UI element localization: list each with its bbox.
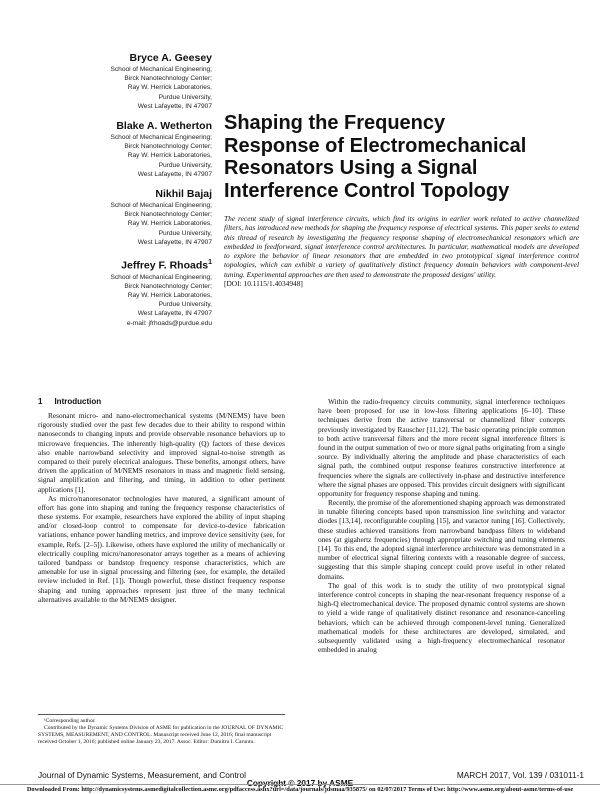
author-affiliation: School of Mechanical Engineering; Birck Nanotechnology Center; Ray W. Herrick Laboratories, Purdue University, West Lafayette, IN 47907 (110, 66, 212, 110)
author-email[interactable]: e-mail: jfrhoads@purdue.edu (126, 319, 212, 327)
abstract (224, 214, 579, 288)
footnote: Contributed by the Dynamic Systems Division of ASME for publication in the JOURNAL OF DYNAMIC SYSTEMS, MEASUREMENT, AND CONTROL. Manuscript received June 12, 2016; final manuscript received October 1, 2016; published online January 23, 2017. Assoc. Editor: Dumitru I. Caruntu. (38, 725, 284, 745)
author-entry (70, 256, 212, 328)
paragraph: Within the radio-frequency circuits community, signal interference techniques have been proposed for use in low-loss filtering applications [6–10]. These techniques derive from the active transversal or channelized filter concepts previously investigated by Rauscher [11,12]. The basic operating principle common to both active transversal filters and the more recent signal interference filters is found in the output summation of two or more signal paths originating from a single source. By individually altering the amplitude and phase characteristics of each signal path, the combined output response features constructive interference at frequencies where the signals are collectively in-phase and destructive interference where the signal phases are opposed. This provides circuit designers with significant opportunity for frequency response shaping and tuning. (318, 397, 565, 498)
corresponding-author-marker: 1 (208, 259, 212, 267)
journal-name: Journal of Dynamic Systems, Measurement, and Control (38, 770, 246, 780)
paragraph: Resonant micro- and nano-electromechanical systems (M/NEMS) have been rigorously studied over the past few decades due to their ability to respond within nanoseconds to changing inputs and provide observable resonance behaviors up to microwave frequencies. The inherently high-quality (Q) factors of these devices also enable narrowband selectivity and improved signal-to-noise strength as compared to their purely electrical analogues. These benefits, amongst others, have driven the application of M/NEMS resonators in mass and magnetic field sensing, signal amplification and filtering, and timing, in addition to other pertinent applications [1]. (38, 411, 285, 494)
author-name: Nikhil Bajaj (155, 188, 212, 201)
footnote: ¹Corresponding author. (44, 718, 96, 724)
download-notice[interactable]: Downloaded From: http://dynamicsystems.asmedigitalcollection.asme.org/pdfaccess.ashx?url=/data/journals/jdsmaa/935875/ on 02/07/2017 Terms of Use: http://www.asme.org/about-asme/terms-of-use (26, 786, 574, 793)
footnotes (38, 714, 285, 746)
author-affiliation: School of Mechanical Engineering; Birck Nanotechnology Center; Ray W. Herrick Laboratories, Purdue University, West Lafayette, IN 47907 e-mail: jfrhoads@purdue.edu (70, 273, 212, 328)
paper-title: Shaping the Frequency Response of Electromechanical Resonators Using a Signal Interference Control Topology (224, 112, 527, 202)
abstract-text: The recent study of signal interference circuits, which find its origins in earlier work related to active channelized filters, has introduced new methods for shaping the frequency response of electrical systems. This paper seeks to extend this thread of research by investigating the frequency response shaping of electromechanical resonators which are embedded in feedforward, signal interference control architectures. In particular, mathematical models are developed to explore the behavior of linear resonators that are embedded in two prototypical signal interference control topologies, which can exhibit a variety of qualitatively distinct frequency domain behaviors with component-level tuning. Experimental approaches are then used to demonstrate the proposed designs' utility. (224, 214, 579, 279)
issue-info: MARCH 2017, Vol. 139 / 031011-1 (456, 770, 584, 780)
right-column (318, 397, 565, 654)
author-entry (70, 52, 212, 111)
section-heading: 1 Introduction (38, 397, 102, 406)
author-name: Blake A. Wetherton (116, 120, 212, 133)
author-entry (70, 188, 212, 247)
paragraph: The goal of this work is to study the utility of two prototypical signal interference control concepts in shaping the near-resonant frequency response of a high-Q electromechanical device. The proposed dynamic control systems are shown to yield a wide range of qualitatively distinct resonance and resonance-canceling behaviors, which can be achieved through component-level tuning. Generalized mathematical models for these architectures are developed, simulated, and subsequently validated using a high-frequency electromechanical resonator embedded in analog (318, 580, 565, 655)
author-entry (70, 120, 212, 179)
paragraph: As micro/nanoresonator technologies have matured, a significant amount of effort has gone into shaping and tuning the frequency response characteristics of these systems. For example, researchers have explored the ability of input shaping and/or closed-loop control to compensate for device-to-device fabrication variations, enhance power handling metrics, and improve device sensitivity (see, for example, Refs. [2–5]). Likewise, others have explored the utility of mechanically or electrically coupling micro/nanoresonator arrays together as a means of achieving tailored bandpass or bandstop frequency response characteristics, which are amenable for use in signal processing and filtering (see, for example, the detailed review included in Ref. [1]). Though powerful, these distinct frequency response shaping and tuning approaches represent just three of the many technical alternatives available to the M/NEMS designer. (38, 493, 285, 604)
author-name: Jeffrey F. Rhoads$^1$ (121, 259, 212, 272)
paragraph: Recently, the promise of the aforementioned shaping approach was demonstrated in tunable filtering concepts based upon transmission line switching and varactor diodes [13,14], reconfigurable coupling [15], and varactor tuning [16]. Collectively, these studies achieved transitions from narrowband bandpass filters to wideband ones (at gigahertz frequencies) through appropriate switching and tuning elements [14]. To this end, the adopted signal interference architecture was demonstrated in a number of electrical signal filtering contexts with a reasonable degree of success, suggesting that this simple shaping concept could prove useful in other related domains. (318, 498, 566, 581)
copyright-notice: Copyright © 2017 by ASME (246, 778, 354, 788)
divider (0, 784, 600, 785)
left-column (38, 397, 285, 604)
doi-link[interactable]: [DOI: 10.1115/1.4034948] (224, 279, 303, 289)
author-block (70, 52, 212, 337)
author-affiliation: School of Mechanical Engineering; Birck Nanotechnology Center; Ray W. Herrick Laboratories, Purdue University, West Lafayette, IN 47907 (110, 202, 212, 246)
author-name: Bryce A. Geesey (129, 52, 212, 64)
author-affiliation: School of Mechanical Engineering; Birck Nanotechnology Center; Ray W. Herrick Laboratories, Purdue University, West Lafayette, IN 47907 (110, 134, 212, 178)
